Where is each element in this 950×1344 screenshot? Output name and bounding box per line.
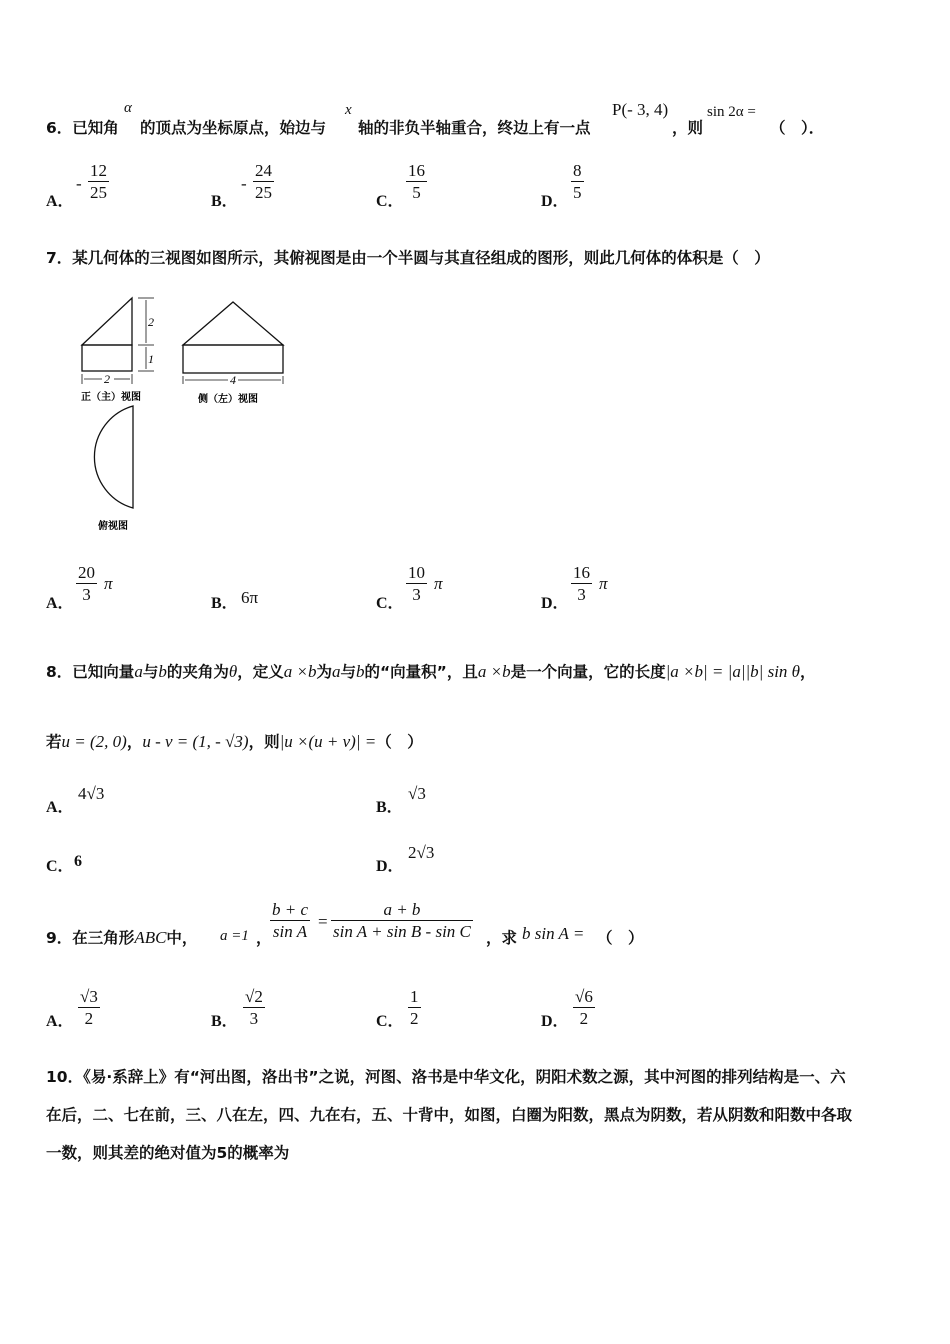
dim-1: 1	[148, 352, 154, 366]
front-view-rect	[82, 345, 132, 371]
q8-line2: 若u = (2, 0)，u - v = (1, - √3)，则|u ×(u + v)| =（ ）	[46, 732, 423, 751]
q6-text-3: 轴的非负半轴重合，终边上有一点	[358, 119, 591, 137]
q9-eq: =	[318, 912, 328, 931]
q6-stem: 6．已知角	[46, 119, 119, 137]
q6-d-frac: $\frac{8}{5}$	[573, 161, 582, 203]
q9-paren: （ ）	[597, 929, 644, 947]
q8-length-expr: |a ×b| = |a||b| sin θ	[665, 662, 801, 681]
q10-line2: 在后，二、七在前，三、八在左，四、九在右，五、十背中，如图，白圈为阳数，黑点为阴数，若从阴数和阳数中各取	[46, 1106, 853, 1124]
q9-target: b sin A =	[522, 924, 585, 943]
front-view-label: 正（主）视图	[81, 392, 141, 403]
q6-paren: （ ）．	[770, 119, 825, 137]
q10-stem	[46, 1058, 916, 1172]
q8-u-def: u = (2, 0)	[61, 732, 127, 751]
q6-expr: sin 2α =	[707, 104, 756, 120]
front-view	[82, 298, 154, 384]
top-view	[94, 406, 133, 508]
q6-c-frac: $\frac{16}{5}$	[408, 161, 425, 203]
q9-text-3: ，求	[486, 929, 518, 947]
side-view-rect	[183, 345, 283, 373]
q6-b-frac: $\frac{24}{25}$	[255, 161, 272, 203]
q8-line1: 8．已知向量a与b的夹角为θ，定义a ×b为a与b的“向量积”，且a ×b是一个向量，它的长度|a ×b| = |a||b| sin θ，	[46, 662, 816, 681]
q10-line3: 一数，则其差的绝对值为5的概率为	[46, 1144, 290, 1162]
top-view-label: 俯视图	[98, 521, 128, 532]
q6-alpha: α	[124, 100, 132, 116]
q6-text-2: 的顶点为坐标原点，始边与	[140, 119, 327, 137]
q9-comma: ，	[256, 929, 272, 947]
dim-2-top: 2	[148, 315, 154, 329]
dim-4: 4	[230, 373, 236, 387]
q9-a-eq: a =1	[220, 928, 249, 944]
side-view	[183, 302, 283, 384]
q8-uv-def: u - v = (1, - √3)	[142, 732, 249, 751]
q7-three-view-figure	[70, 290, 300, 540]
q6-text-4: ，则	[672, 119, 704, 137]
q9-stem-a: 9．在三角形ABC中，	[46, 928, 198, 947]
top-view-semicircle	[94, 406, 133, 508]
side-view-triangle	[183, 302, 283, 345]
side-view-label: 侧（左）视图	[198, 394, 258, 405]
q9-lhs-frac: $\frac{b + c}{\text{sin A}}$	[272, 900, 309, 942]
q6-a-frac: $\frac{12}{25}$	[90, 161, 107, 203]
front-view-triangle	[82, 298, 132, 345]
q6-x: x	[345, 102, 352, 118]
q9-rhs-frac: $\frac{a + b}{\text{sin A + sin B - sin C}}$	[333, 900, 471, 942]
q7-stem: 7．某几何体的三视图如图所示，其俯视图是由一个半圆与其直径组成的图形，则此几何体的体积是（ ）	[46, 249, 770, 267]
q10-line1: 10．《易·系辞上》有“河出图，洛出书”之说，河图、洛书是中华文化，阴阳术数之源，其中河图的排列结构是一、六	[46, 1068, 846, 1086]
dim-2-bottom: 2	[104, 372, 110, 386]
q8-ask: |u ×(u + v)| =	[279, 732, 377, 751]
q6-point: P(- 3, 4)	[612, 100, 669, 119]
